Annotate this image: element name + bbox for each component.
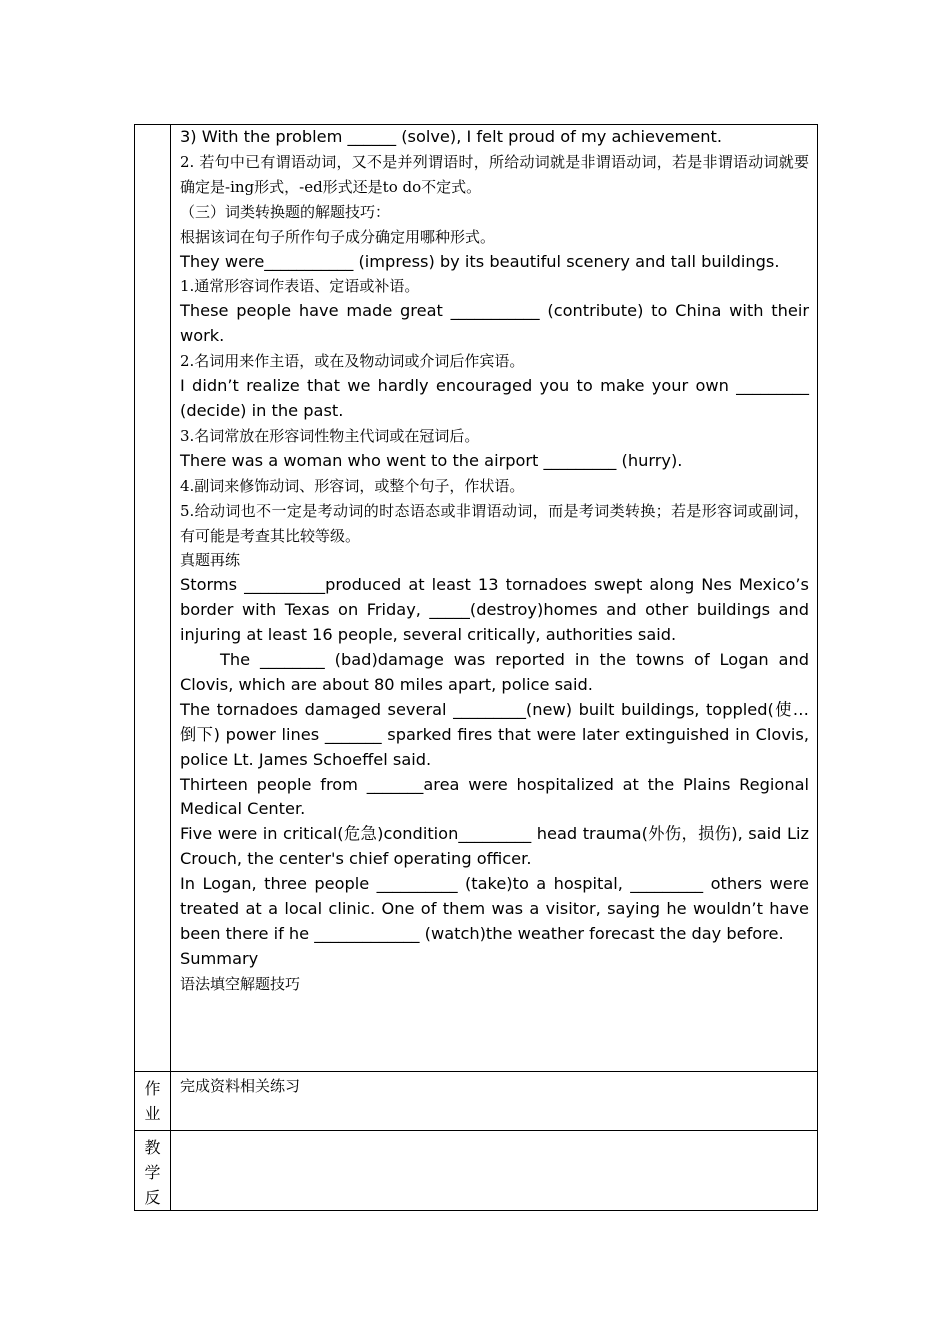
rule-line: 2.名词用来作主语，或在及物动词或介词后作宾语。 <box>180 352 525 371</box>
text-line: 根据该词在句子所作句子成分确定用哪种形式。 <box>180 227 496 246</box>
reflection-label <box>135 1131 171 1211</box>
section-heading: （三）词类转换题的解题技巧： <box>180 202 391 221</box>
rule-line: 1.通常形容词作表语、定语或补语。 <box>180 277 420 296</box>
reflection-label-char: 学 <box>144 1163 161 1182</box>
rule-line: 3.名词常放在形容词性物主代词或在冠词后。 <box>180 426 480 445</box>
text-line: 3) With the problem ______ (solve), I felt proud of my achievement. <box>180 127 723 146</box>
text-line: 2. 若句中已有谓语动词，又不是并列谓语时，所给动词就是非谓语动词，若是非谓语动词就要确定是-ing形式，-ed形式还是to do不定式。 <box>180 152 809 196</box>
passage-paragraph: Thirteen people from _______area were hospitalized at the Plains Regional Medical Center. <box>180 774 809 819</box>
homework-text: 完成资料相关练习 <box>180 1077 301 1095</box>
passage-paragraph: The tornadoes damaged several _________(new) built buildings, toppled(使…倒下) power lines _______ sparked fires that were later extinguished in Clovis, police Lt. James Schoeffel said. <box>180 699 809 769</box>
text-line: These people have made great ___________ (contribute) to China with their work. <box>180 301 809 346</box>
text-line: There was a woman who went to the airport _________ (hurry). <box>180 450 683 470</box>
reflection-content <box>171 1131 818 1211</box>
reflection-row <box>135 1131 818 1211</box>
main-row <box>135 125 818 1072</box>
main-content-cell <box>171 125 818 1072</box>
rule-line: 5.给动词也不一定是考动词的时态语态或非谓语动词，而是考词类转换；若是形容词或副词，有可能是考查其比较等级。 <box>180 501 809 545</box>
passage-paragraph: Storms __________produced at least 13 tornadoes swept along Nes Mexico’s border with Texas on Friday, _____(destroy)homes and other buildings and injuring at least 16 people, several critically, authorities said. <box>180 575 809 645</box>
passage-paragraph: Five were in critical(危急)condition_________ head trauma(外伤，损伤), said Liz Crouch, the center's chief operating officer. <box>180 824 809 869</box>
main-label-cell <box>135 125 171 1072</box>
homework-label <box>135 1072 171 1131</box>
text-line: I didn’t realize that we hardly encouraged you to make your own _________ (decide) in the past. <box>180 376 809 420</box>
homework-label-char: 业 <box>144 1104 161 1123</box>
reflection-label-char: 教 <box>144 1138 161 1157</box>
lesson-plan-table <box>134 124 818 1211</box>
text-line: They were___________ (impress) by its beautiful scenery and tall buildings. <box>180 251 780 271</box>
homework-label-char: 作 <box>144 1079 161 1098</box>
section-heading: 真题再练 <box>180 551 241 570</box>
summary-heading: Summary <box>180 948 259 968</box>
homework-row <box>135 1072 818 1131</box>
summary-text: 语法填空解题技巧 <box>180 974 301 993</box>
passage-paragraph: In Logan, three people __________ (take)to a hospital, _________ others were treated at a local clinic. One of them was a visitor, saying he wouldn’t have been there if he _____________ (watch)the weather forecast the day before. <box>180 874 809 943</box>
rule-line: 4.副词来修饰动词、形容词，或整个句子，作状语。 <box>180 476 525 495</box>
homework-content <box>171 1072 818 1131</box>
reflection-label-char: 反 <box>144 1188 161 1207</box>
passage-paragraph: The ________ (bad)damage was reported in the towns of Logan and Clovis, which are about 80 miles apart, police said. <box>180 650 809 694</box>
